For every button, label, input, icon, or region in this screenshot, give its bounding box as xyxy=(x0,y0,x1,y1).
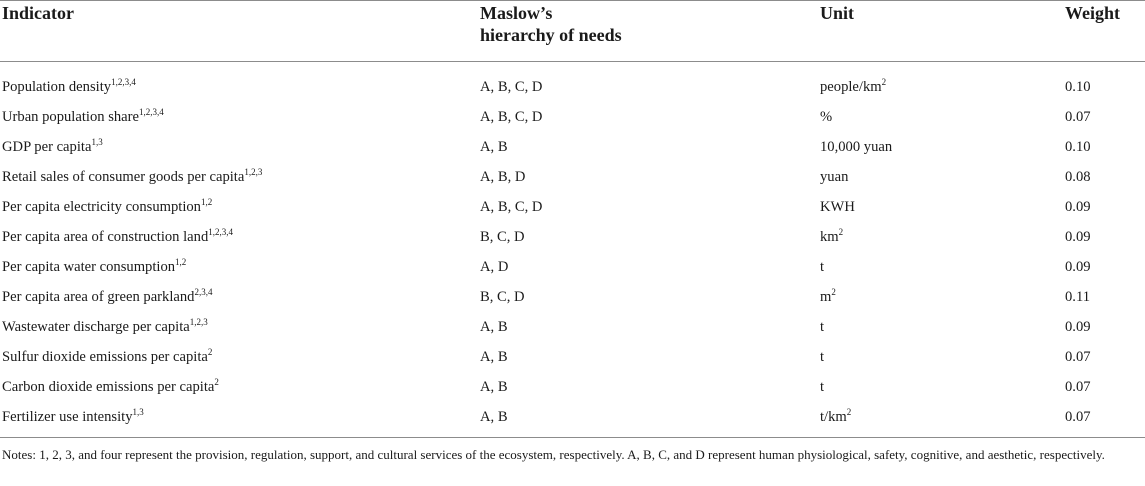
unit-cell xyxy=(820,402,851,432)
maslow-cell-text: A, B xyxy=(480,379,508,395)
weight-cell-text: 0.07 xyxy=(1065,379,1091,395)
indicator-cell-text: Carbon dioxide emissions per capita xyxy=(2,379,215,395)
maslow-cell xyxy=(480,402,508,432)
table-row xyxy=(0,72,1145,102)
unit-cell xyxy=(820,312,824,342)
indicator-cell-text: Retail sales of consumer goods per capita xyxy=(2,169,245,185)
weight-cell xyxy=(1065,132,1091,162)
unit-cell-superscript: 2 xyxy=(838,227,844,237)
weight-cell-text: 0.11 xyxy=(1065,289,1090,305)
indicator-cell xyxy=(2,192,212,222)
weight-cell-text: 0.10 xyxy=(1065,79,1091,95)
unit-cell-text: m xyxy=(820,289,832,305)
table-row xyxy=(0,192,1145,222)
indicator-cell-superscript: 2 xyxy=(207,347,213,357)
indicator-cell xyxy=(2,222,233,252)
weight-cell xyxy=(1065,222,1091,252)
indicator-cell xyxy=(2,372,219,402)
unit-cell-text: t xyxy=(820,319,825,335)
maslow-cell xyxy=(480,192,542,222)
unit-cell xyxy=(820,102,832,132)
indicator-cell xyxy=(2,282,212,312)
weight-cell xyxy=(1065,72,1091,102)
indicator-cell-text: Per capita area of green parkland xyxy=(2,289,195,305)
unit-cell xyxy=(820,132,892,162)
unit-cell-text: t xyxy=(820,349,825,365)
maslow-cell xyxy=(480,72,542,102)
indicator-cell-text: Urban population share xyxy=(2,109,139,125)
table-top-rule xyxy=(0,0,1145,1)
header-unit: Unit xyxy=(820,3,855,23)
indicator-cell-text: Wastewater discharge per capita xyxy=(2,319,190,335)
weight-cell xyxy=(1065,252,1091,282)
maslow-cell-text: A, B xyxy=(480,139,508,155)
indicator-cell-superscript: 1,3 xyxy=(91,137,103,147)
maslow-cell xyxy=(480,102,542,132)
indicator-cell-superscript: 1,2,3 xyxy=(189,317,208,327)
weight-cell-text: 0.07 xyxy=(1065,109,1091,125)
maslow-cell xyxy=(480,132,508,162)
indicator-cell-text: Sulfur dioxide emissions per capita xyxy=(2,349,208,365)
header-maslow xyxy=(480,2,622,46)
unit-cell-text: t xyxy=(820,259,825,275)
indicator-cell xyxy=(2,132,103,162)
maslow-cell xyxy=(480,312,508,342)
table-row xyxy=(0,102,1145,132)
header-indicator: Indicator xyxy=(2,3,74,23)
weight-cell xyxy=(1065,162,1091,192)
indicator-cell-superscript: 1,2 xyxy=(200,197,213,207)
maslow-cell xyxy=(480,342,508,372)
unit-cell xyxy=(820,252,824,282)
indicator-cell-superscript: 1,2,3,4 xyxy=(208,227,234,237)
indicator-cell xyxy=(2,402,144,432)
header-rule xyxy=(0,61,1145,62)
maslow-cell-text: A, D xyxy=(480,259,509,275)
indicator-cell xyxy=(2,252,186,282)
unit-cell xyxy=(820,192,855,222)
indicator-cell-text: Per capita area of construction land xyxy=(2,229,209,245)
indicator-cell-superscript: 1,2,3,4 xyxy=(111,77,136,87)
unit-cell-text: t xyxy=(820,379,825,395)
unit-cell xyxy=(820,282,836,312)
maslow-cell-text: B, C, D xyxy=(480,289,525,305)
unit-cell-text: 10,000 yuan xyxy=(820,139,893,155)
table-row xyxy=(0,252,1145,282)
maslow-cell xyxy=(480,372,508,402)
indicator-cell-text: Population density xyxy=(2,79,112,95)
unit-cell xyxy=(820,162,848,192)
unit-cell-text: km xyxy=(820,229,839,245)
weight-cell-text: 0.09 xyxy=(1065,229,1091,245)
unit-cell xyxy=(820,342,824,372)
maslow-cell-text: A, B, C, D xyxy=(480,79,543,95)
weight-cell xyxy=(1065,312,1091,342)
indicator-cell-text: Fertilizer use intensity xyxy=(2,409,133,425)
indicator-cell-text: GDP per capita xyxy=(2,139,92,155)
unit-cell xyxy=(820,222,843,252)
header-maslow-line2: hierarchy of needs xyxy=(480,25,622,45)
maslow-cell-text: A, B, D xyxy=(480,169,526,185)
table-notes: Notes: 1, 2, 3, and four represent the provision, regulation, support, and cultural services of the ecosystem, respectively. A, B, C, and D represent human physiological, safety, cognitive, and aesthetic, respectively. xyxy=(2,447,1105,462)
weight-cell xyxy=(1065,402,1091,432)
maslow-cell-text: B, C, D xyxy=(480,229,525,245)
maslow-cell-text: A, B, C, D xyxy=(480,199,543,215)
table-row xyxy=(0,222,1145,252)
table-row xyxy=(0,402,1145,432)
weight-cell-text: 0.09 xyxy=(1065,199,1091,215)
table-row xyxy=(0,132,1145,162)
indicator-cell xyxy=(2,312,208,342)
maslow-cell-text: A, B xyxy=(480,349,508,365)
weight-cell-text: 0.09 xyxy=(1065,259,1091,275)
weight-cell xyxy=(1065,282,1090,312)
indicator-cell xyxy=(2,72,136,102)
indicator-cell-superscript: 2 xyxy=(214,377,219,387)
indicator-cell-superscript: 2,3,4 xyxy=(194,287,213,297)
unit-cell-superscript: 2 xyxy=(846,407,852,417)
maslow-cell-text: A, B xyxy=(480,319,508,335)
indicator-cell-superscript: 1,2,3 xyxy=(244,167,263,177)
indicator-cell xyxy=(2,162,262,192)
unit-cell xyxy=(820,72,886,102)
indicator-cell-superscript: 1,3 xyxy=(132,407,144,417)
weight-cell-text: 0.09 xyxy=(1065,319,1091,335)
maslow-cell xyxy=(480,252,508,282)
unit-cell-text: people/km xyxy=(820,79,882,95)
weight-cell-text: 0.08 xyxy=(1065,169,1091,185)
unit-cell-text: KWH xyxy=(820,199,855,215)
weight-cell-text: 0.07 xyxy=(1065,349,1091,365)
unit-cell-superscript: 2 xyxy=(831,287,836,297)
maslow-cell xyxy=(480,162,525,192)
header-maslow-line1: Maslow’s xyxy=(480,3,553,23)
table-row xyxy=(0,282,1145,312)
indicator-cell-text: Per capita electricity consumption xyxy=(2,199,201,215)
maslow-cell-text: A, B, C, D xyxy=(480,109,543,125)
indicator-cell-text: Per capita water consumption xyxy=(2,259,176,275)
table-row xyxy=(0,342,1145,372)
table-row xyxy=(0,162,1145,192)
indicator-cell xyxy=(2,342,212,372)
indicator-cell-superscript: 1,2,3,4 xyxy=(138,107,164,117)
unit-cell-text: t/km xyxy=(820,409,847,425)
table-row xyxy=(0,372,1145,402)
weight-cell-text: 0.10 xyxy=(1065,139,1091,155)
unit-cell-text: % xyxy=(820,109,833,125)
weight-cell xyxy=(1065,192,1091,222)
header-weight: Weight xyxy=(1065,3,1121,23)
weight-cell xyxy=(1065,342,1091,372)
weight-cell xyxy=(1065,372,1091,402)
indicator-cell-superscript: 1,2 xyxy=(175,257,187,267)
maslow-cell xyxy=(480,282,525,312)
weight-cell xyxy=(1065,102,1091,132)
maslow-cell-text: A, B xyxy=(480,409,508,425)
table-row xyxy=(0,312,1145,342)
unit-cell xyxy=(820,372,824,402)
unit-cell-text: yuan xyxy=(820,169,849,185)
maslow-cell xyxy=(480,222,525,252)
weight-cell-text: 0.07 xyxy=(1065,409,1091,425)
unit-cell-superscript: 2 xyxy=(881,77,887,87)
table-bottom-rule xyxy=(0,437,1145,438)
indicator-cell xyxy=(2,102,164,132)
